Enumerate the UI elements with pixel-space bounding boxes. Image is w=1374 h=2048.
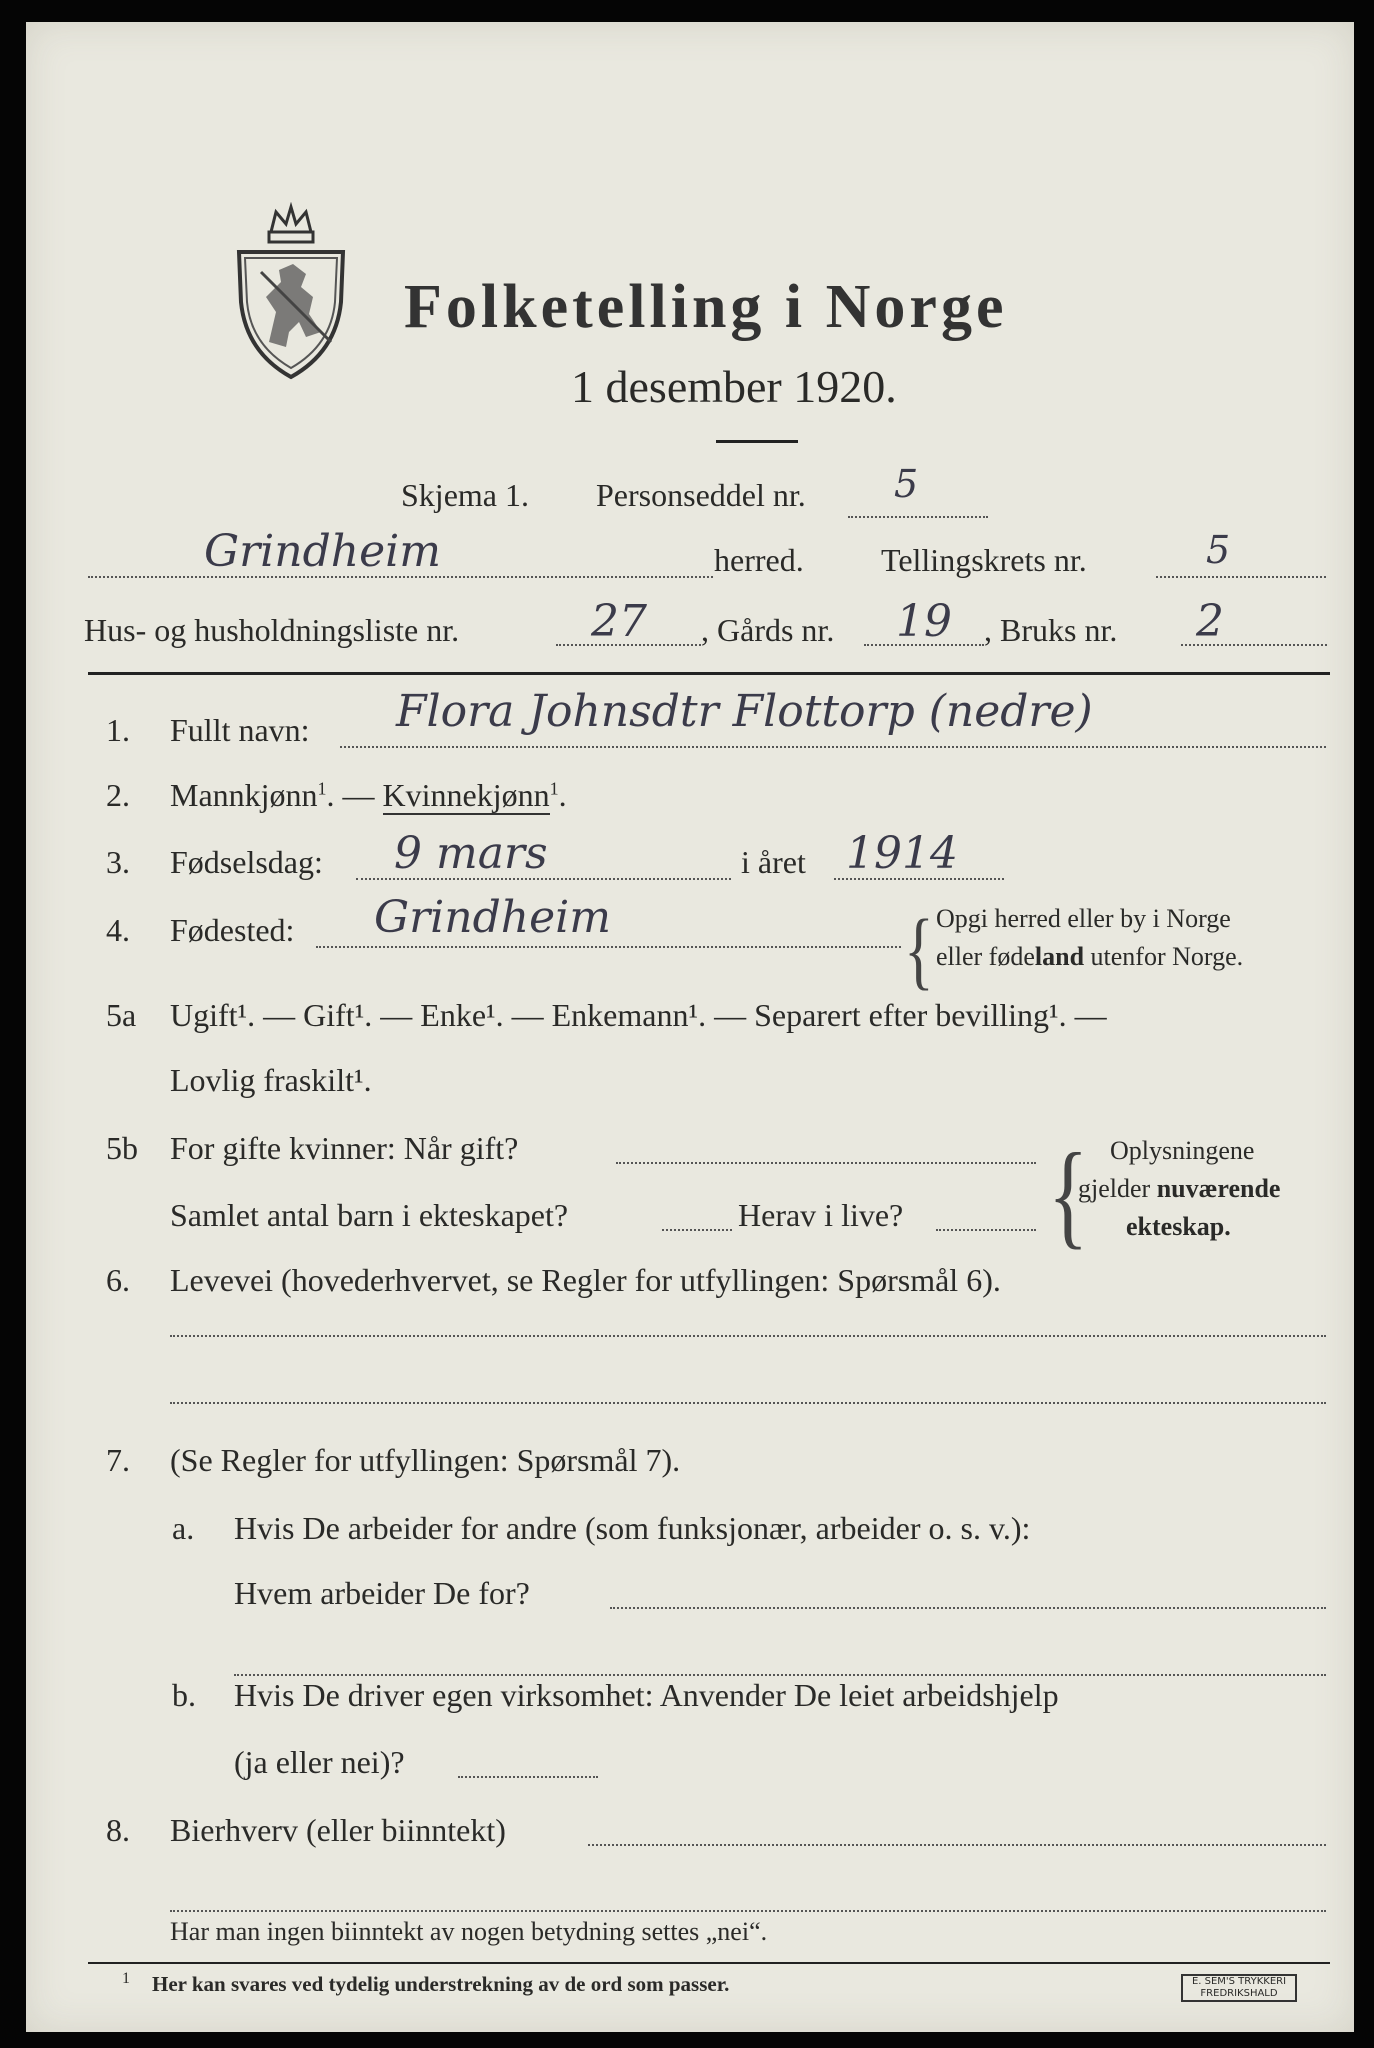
q4-value: Grindheim [374, 892, 611, 943]
q2-male[interactable]: Mannkjønn [170, 777, 318, 813]
q8-line-1 [588, 1844, 1326, 1846]
q2-sep: . — [326, 777, 383, 813]
bruks-value: 2 [1196, 596, 1224, 647]
q5b-note-1: Oplysningene [1110, 1136, 1255, 1165]
q3-year-value: 1914 [846, 828, 958, 879]
hus-label: Hus- og husholdningsliste nr. [84, 612, 460, 648]
footnote-text-b: tydelig understrekning av de ord som passer. [328, 1972, 730, 1996]
q2-number: 2. [106, 777, 130, 813]
title-divider [716, 440, 798, 443]
tellingskrets-line [1156, 576, 1326, 578]
q3-year-label: i året [741, 844, 806, 880]
q3-day-value: 9 mars [394, 828, 548, 879]
q4-note-2a: eller føde [936, 942, 1035, 971]
q7-number: 7. [106, 1442, 130, 1478]
printer-line-2: FREDRIKSHALD [1200, 1988, 1278, 1999]
q1-value: Flora Johnsdtr Flottorp (nedre) [396, 686, 1093, 737]
q8-label: Bierhverv (eller biinntekt) [170, 1812, 506, 1848]
q6-number: 6. [106, 1262, 130, 1298]
q1-number: 1. [106, 712, 130, 748]
q2-options: Mannkjønn$^1$. — Kvinnekjønn$^1$. [170, 777, 567, 813]
tellingskrets-label: Tellingskrets nr. [881, 542, 1087, 578]
herred-label: herred. [714, 542, 804, 578]
footnote-divider [88, 1962, 1330, 1964]
q5a-line-2[interactable]: Lovlig fraskilt¹. [170, 1062, 372, 1098]
q4-brace: { [904, 903, 934, 999]
census-form [26, 22, 1354, 2032]
q4-note-2c: utenfor Norge. [1084, 942, 1244, 971]
q1-label: Fullt navn: [170, 712, 310, 748]
bruks-label: , Bruks nr. [984, 612, 1118, 648]
q8-line-2 [170, 1910, 1326, 1912]
printer-mark [1181, 1974, 1297, 2002]
footnote-mark: 1 [122, 1970, 130, 1987]
q5b-children-line [662, 1229, 732, 1231]
q8-number: 8. [106, 1812, 130, 1848]
q4-line [316, 946, 901, 948]
q5b-note-3: ekteskap. [1126, 1212, 1231, 1241]
footnote-text-a: Her kan svares ved [152, 1972, 329, 1996]
q4-label: Fødested: [170, 912, 295, 948]
q3-number: 3. [106, 844, 130, 880]
q5b-married-line [616, 1162, 1036, 1164]
q5b-note-2a: gjelder [1078, 1174, 1157, 1203]
q5b-line-2a: Samlet antal barn i ekteskapet? [170, 1197, 569, 1233]
q7a-number: a. [172, 1510, 195, 1546]
form-title: Folketelling i Norge [404, 273, 1008, 341]
form-subtitle: 1 desember 1920. [571, 361, 897, 412]
q2-female[interactable]: Kvinnekjønn [382, 777, 550, 813]
herred-value: Grindheim [204, 526, 441, 577]
q1-line [340, 746, 1326, 748]
tellingskrets-value: 5 [1206, 528, 1231, 572]
skjema-label: Skjema 1. [401, 477, 529, 513]
q4-note-2b: land [1034, 942, 1085, 971]
q3-label: Fødselsdag: [170, 844, 323, 880]
q4-note-1: Opgi herred eller by i Norge [936, 904, 1231, 933]
q7b-line-1: Hvis De driver egen virksomhet: Anvender De leiet arbeidshjelp [234, 1677, 1059, 1713]
q5b-alive-line [936, 1229, 1036, 1231]
q7b-line-2: (ja eller nei)? [234, 1744, 405, 1780]
q8-note: Har man ingen biinntekt av nogen betydning settes „nei“. [170, 1917, 768, 1946]
q5b-line-2b: Herav i live? [738, 1197, 904, 1233]
q5b-brace: { [1048, 1129, 1089, 1260]
q4-note-2 [936, 940, 1243, 974]
footnote-text [152, 1972, 729, 1997]
q7-label: (Se Regler for utfyllingen: Spørsmål 7). [170, 1442, 681, 1478]
gards-value: 19 [896, 596, 952, 647]
personseddel-label: Personseddel nr. [596, 477, 806, 513]
hus-value: 27 [591, 596, 647, 647]
personseddel-line [848, 516, 988, 518]
q7a-line-extra [234, 1674, 1326, 1676]
q5b-line-1: For gifte kvinner: Når gift? [170, 1130, 519, 1166]
personseddel-value: 5 [894, 462, 919, 506]
q5b-note-2 [1078, 1172, 1280, 1206]
q4-number: 4. [106, 912, 130, 948]
q7b-number: b. [172, 1677, 196, 1713]
q2-end: . [558, 777, 567, 813]
q5b-note-2b: nuværende [1156, 1174, 1281, 1203]
header-divider [88, 672, 1330, 675]
q7a-line-2: Hvem arbeider De for? [234, 1575, 530, 1611]
q6-line-2 [170, 1402, 1326, 1404]
q5b-number: 5b [106, 1130, 138, 1166]
q7a-line-1: Hvis De arbeider for andre (som funksjonær, arbeider o. s. v.): [234, 1510, 1031, 1546]
q6-label: Levevei (hovederhvervet, se Regler for utfyllingen: Spørsmål 6). [170, 1262, 1001, 1298]
q5a-number: 5a [106, 997, 137, 1033]
coat-of-arms-icon [231, 202, 351, 382]
q7a-line [610, 1607, 1326, 1609]
gards-label: , Gårds nr. [701, 612, 835, 648]
q7b-line [458, 1776, 598, 1778]
printer-line-1: E. SEM'S TRYKKERI [1191, 1976, 1287, 1987]
q6-line-1 [170, 1335, 1326, 1337]
q5a-line-1[interactable]: Ugift¹. — Gift¹. — Enke¹. — Enkemann¹. — Separert efter bevilling¹. — [170, 997, 1107, 1033]
